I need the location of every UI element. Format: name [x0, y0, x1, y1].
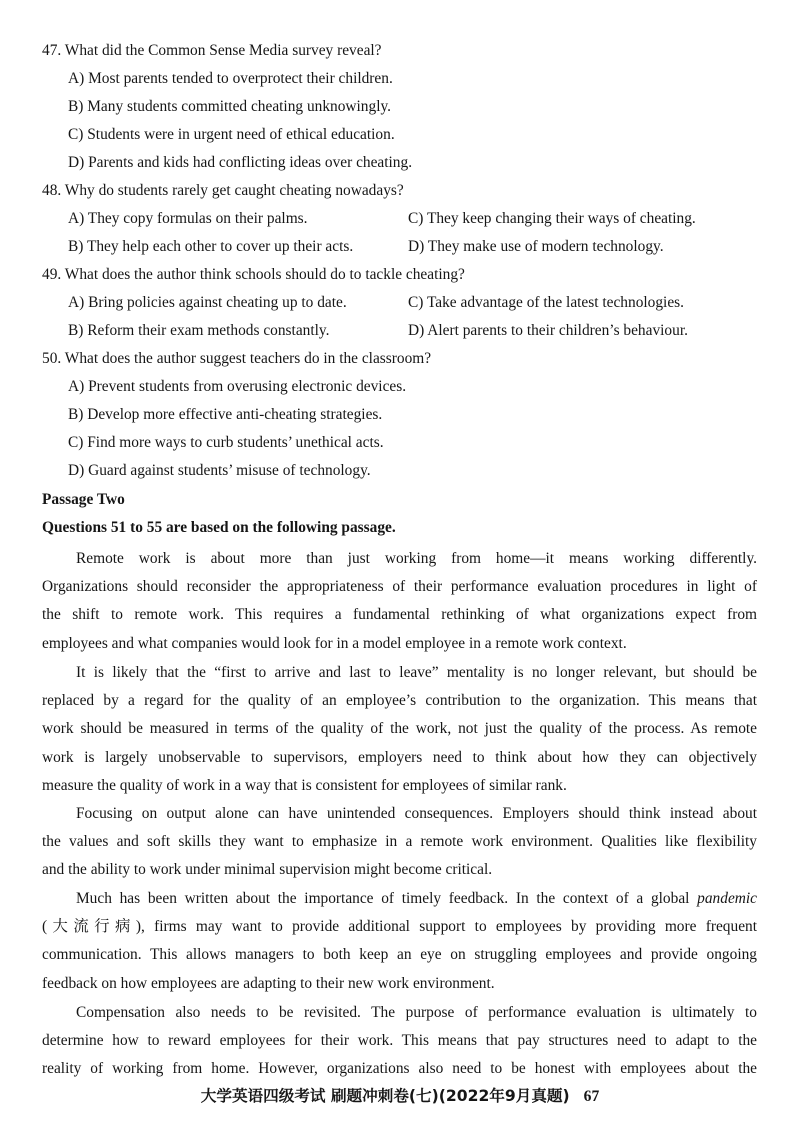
footer-title: 大学英语四级考试 刷题冲刺卷(七)(2022年9月真题): [200, 1087, 570, 1105]
page-number: 67: [583, 1088, 600, 1105]
question-50-option-d: D) Guard against students’ misuse of technology.: [68, 462, 371, 479]
passage-instruction: Questions 51 to 55 are based on the following passage.: [42, 519, 396, 536]
question-49-stem: 49. What does the author think schools should do to tackle cheating?: [42, 266, 465, 283]
italic-term: pandemic: [697, 890, 757, 907]
passage-title: Passage Two: [42, 491, 125, 508]
paragraph-line: (大流行病), firms may want to provide additional support to employees by providing more frequent: [42, 918, 757, 936]
paragraph-line: Compensation also needs to be revisited. The purpose of performance evaluation is ultimately to: [76, 1004, 757, 1021]
question-48-option-a: A) They copy formulas on their palms.: [68, 210, 308, 227]
page-footer: [0, 1084, 800, 1106]
question-50-stem: 50. What does the author suggest teachers do in the classroom?: [42, 350, 432, 367]
question-48-option-c: C) They keep changing their ways of cheating.: [408, 210, 696, 227]
paragraph-line: measure the quality of work in a way that is consistent for employees of similar rank.: [42, 776, 567, 794]
paragraph-line: [42, 885, 757, 913]
paragraph-line: work is largely unobservable to supervisors, employers need to think about how they can objectively: [42, 748, 757, 766]
paragraph-line: work should be measured in terms of the quality of the work, not just the quality of the process. As remote: [42, 720, 757, 738]
passage-paragraph-4: [42, 885, 757, 998]
paragraph-line: reality of working from home. However, organizations also need to be honest with employees about the: [42, 1060, 757, 1078]
paragraph-line: Focusing on output alone can have unintended consequences. Employers should think instead about: [76, 805, 757, 822]
question-47-option-d: D) Parents and kids had conflicting ideas over cheating.: [68, 154, 413, 171]
question-47-option-b: B) Many students committed cheating unknowingly.: [68, 98, 392, 115]
question-50-option-c: C) Find more ways to curb students’ unethical acts.: [68, 434, 384, 451]
question-47-stem: 47. What did the Common Sense Media survey reveal?: [42, 42, 382, 59]
question-47-option-c: C) Students were in urgent need of ethical education.: [68, 126, 395, 143]
paragraph-text: Much has been written about the importance of timely feedback. In the context of a global: [76, 890, 690, 907]
paragraph-line: It is likely that the “first to arrive and last to leave” mentality is no longer relevant, but should be: [76, 664, 757, 681]
paragraph-line: the shift to remote work. This requires a fundamental rethinking of what organizations expect from: [42, 606, 757, 624]
question-48-option-b: B) They help each other to cover up their acts.: [68, 238, 354, 255]
paragraph-line: Remote work is about more than just working from home—it means working differently.: [76, 550, 757, 567]
passage-paragraph-2: [42, 659, 757, 800]
question-49-option-d: D) Alert parents to their children’s behaviour.: [408, 322, 688, 339]
question-50-option-a: A) Prevent students from overusing electronic devices.: [68, 378, 407, 395]
paragraph-line: communication. This allows managers to both keep an eye on struggling employees and provide ongoing: [42, 946, 757, 964]
question-49-option-c: C) Take advantage of the latest technologies.: [408, 294, 685, 311]
paragraph-line: replaced by a regard for the quality of an employee’s contribution to the organization. This means that: [42, 692, 757, 710]
question-49-option-b: B) Reform their exam methods constantly.: [68, 322, 330, 339]
paragraph-line: employees and what companies would look for in a model employee in a remote work context.: [42, 634, 627, 652]
paragraph-line: and the ability to work under minimal supervision might become critical.: [42, 861, 493, 879]
passage-paragraph-5: [42, 999, 757, 1084]
question-49-option-a: A) Bring policies against cheating up to date.: [68, 294, 347, 311]
question-48-option-d: D) They make use of modern technology.: [408, 238, 664, 255]
question-50-option-b: B) Develop more effective anti-cheating strategies.: [68, 406, 383, 423]
paragraph-line: determine how to reward employees for their work. This means that pay structures need to adapt to the: [42, 1032, 757, 1050]
passage-paragraph-1: [42, 545, 757, 658]
question-47-option-a: A) Most parents tended to overprotect their children.: [68, 70, 393, 87]
paragraph-line: the values and soft skills they want to emphasize in a remote work environment. Qualities like flexibility: [42, 833, 757, 851]
passage-paragraph-3: [42, 800, 757, 885]
question-48-stem: 48. Why do students rarely get caught cheating nowadays?: [42, 182, 404, 199]
paragraph-line: Organizations should reconsider the appropriateness of their performance evaluation procedures in light of: [42, 578, 757, 596]
paragraph-line: feedback on how employees are adapting to their new work environment.: [42, 974, 495, 992]
